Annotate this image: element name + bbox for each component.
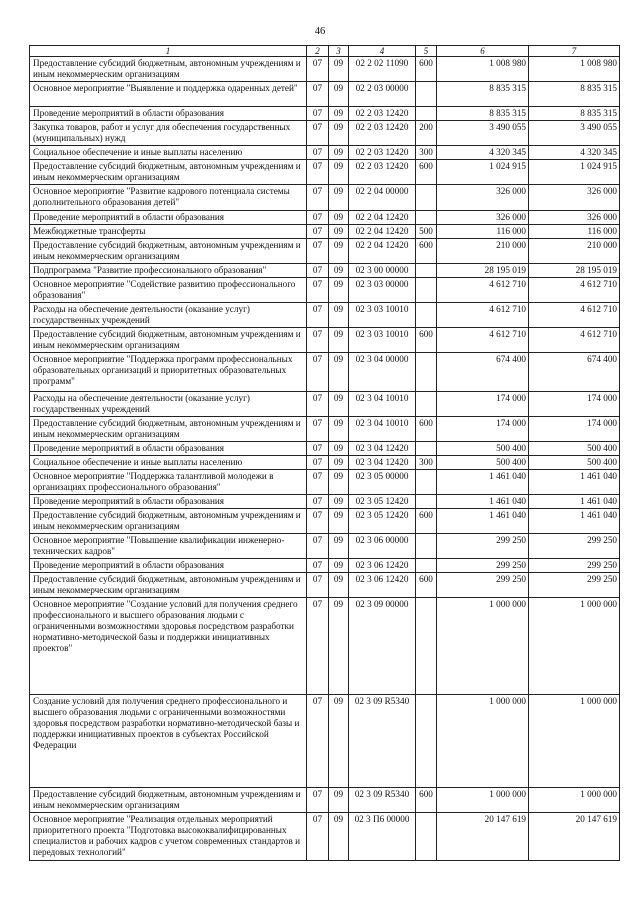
expense-type-code: 600 — [416, 160, 437, 185]
row-name: Проведение мероприятий в области образования — [30, 107, 307, 121]
row-name: Расходы на обеспечение деятельности (оказание услуг) государственных учреждений — [30, 303, 307, 328]
subsection-code: 09 — [329, 278, 349, 303]
target-article-code: 02 3 09 R5340 — [349, 788, 416, 813]
expense-type-code — [416, 353, 437, 392]
row-name: Предоставление субсидий бюджетным, автономным учреждениям и иным некоммерческим организациям — [30, 328, 307, 353]
amount-second: 674 400 — [529, 353, 620, 392]
amount-first: 500 400 — [437, 456, 529, 470]
section-code: 07 — [307, 559, 329, 573]
section-code: 07 — [307, 225, 329, 239]
section-code: 07 — [307, 598, 329, 695]
amount-second: 28 195 019 — [529, 264, 620, 278]
expense-type-code — [416, 559, 437, 573]
subsection-code: 09 — [329, 559, 349, 573]
amount-first: 674 400 — [437, 353, 529, 392]
section-code: 07 — [307, 495, 329, 509]
target-article-code: 02 3 05 00000 — [349, 470, 416, 495]
table-row — [30, 456, 620, 470]
amount-second: 1 461 040 — [529, 495, 620, 509]
target-article-code: 02 3 04 10010 — [349, 392, 416, 417]
subsection-code: 09 — [329, 160, 349, 185]
amount-first: 299 250 — [437, 559, 529, 573]
table-row — [30, 470, 620, 495]
target-article-code: 02 3 04 10010 — [349, 417, 416, 442]
table-row — [30, 82, 620, 107]
subsection-code: 09 — [329, 417, 349, 442]
expense-type-code — [416, 107, 437, 121]
section-code: 07 — [307, 278, 329, 303]
table-row — [30, 813, 620, 861]
subsection-code: 09 — [329, 185, 349, 211]
row-name: Проведение мероприятий в области образования — [30, 495, 307, 509]
column-number: 2 — [307, 46, 329, 57]
subsection-code: 09 — [329, 82, 349, 107]
expense-type-code: 600 — [416, 788, 437, 813]
amount-second: 1 461 040 — [529, 509, 620, 534]
target-article-code: 02 3 05 12420 — [349, 495, 416, 509]
subsection-code: 09 — [329, 470, 349, 495]
section-code: 07 — [307, 146, 329, 160]
subsection-code: 09 — [329, 328, 349, 353]
table-row — [30, 146, 620, 160]
section-code: 07 — [307, 328, 329, 353]
table-row — [30, 278, 620, 303]
amount-first: 4 320 345 — [437, 146, 529, 160]
section-code: 07 — [307, 121, 329, 146]
table-row — [30, 225, 620, 239]
subsection-code: 09 — [329, 695, 349, 788]
amount-first: 1 461 040 — [437, 509, 529, 534]
target-article-code: 02 2 03 00000 — [349, 82, 416, 107]
subsection-code: 09 — [329, 239, 349, 264]
section-code: 07 — [307, 239, 329, 264]
column-number-row — [30, 46, 620, 57]
expense-type-code: 600 — [416, 417, 437, 442]
expense-type-code — [416, 695, 437, 788]
row-name: Расходы на обеспечение деятельности (оказание услуг) государственных учреждений — [30, 392, 307, 417]
section-code: 07 — [307, 264, 329, 278]
expense-type-code: 500 — [416, 225, 437, 239]
table-row — [30, 328, 620, 353]
amount-first: 1 461 040 — [437, 495, 529, 509]
row-name: Предоставление субсидий бюджетным, автономным учреждениям и иным некоммерческим организациям — [30, 509, 307, 534]
amount-first: 326 000 — [437, 185, 529, 211]
target-article-code: 02 2 04 12420 — [349, 239, 416, 264]
section-code: 07 — [307, 417, 329, 442]
row-name: Основное мероприятие "Развитие кадрового потенциала системы дополнительного образования детей" — [30, 185, 307, 211]
subsection-code: 09 — [329, 303, 349, 328]
amount-second: 8 835 315 — [529, 107, 620, 121]
row-name: Основное мероприятие "Поддержка программ профессиональных образовательных организаций и приоритетных образовательных программ" — [30, 353, 307, 392]
target-article-code: 02 2 03 12420 — [349, 146, 416, 160]
section-code: 07 — [307, 82, 329, 107]
row-name: Предоставление субсидий бюджетным, автономным учреждениям и иным некоммерческим организациям — [30, 160, 307, 185]
budget-table — [29, 45, 620, 861]
table-row — [30, 559, 620, 573]
row-name: Проведение мероприятий в области образования — [30, 442, 307, 456]
amount-first: 1 024 915 — [437, 160, 529, 185]
table-row — [30, 160, 620, 185]
table-row — [30, 185, 620, 211]
section-code: 07 — [307, 303, 329, 328]
target-article-code: 02 3 П6 00000 — [349, 813, 416, 861]
amount-first: 1 000 000 — [437, 788, 529, 813]
table-row — [30, 495, 620, 509]
subsection-code: 09 — [329, 264, 349, 278]
table-row — [30, 121, 620, 146]
row-name: Закупка товаров, работ и услуг для обеспечения государственных (муниципальных) нужд — [30, 121, 307, 146]
subsection-code: 09 — [329, 573, 349, 598]
amount-second: 1 461 040 — [529, 470, 620, 495]
amount-first: 174 000 — [437, 417, 529, 442]
target-article-code: 02 3 05 12420 — [349, 509, 416, 534]
row-name: Основное мероприятие "Поддержка талантливой молодежи в организациях профессионального образования" — [30, 470, 307, 495]
target-article-code: 02 3 06 12420 — [349, 573, 416, 598]
row-name: Проведение мероприятий в области образования — [30, 211, 307, 225]
target-article-code: 02 2 03 12420 — [349, 160, 416, 185]
section-code: 07 — [307, 456, 329, 470]
amount-second: 326 000 — [529, 211, 620, 225]
subsection-code: 09 — [329, 392, 349, 417]
row-name: Основное мероприятие "Создание условий для получения среднего профессионального и высшего образования людьми с ограниченными возможностями здоровья посредством разработки нормативно-методической базы и поддержки инициативных проектов" — [30, 598, 307, 695]
table-row — [30, 353, 620, 392]
table-row — [30, 788, 620, 813]
section-code: 07 — [307, 442, 329, 456]
target-article-code: 02 3 06 12420 — [349, 559, 416, 573]
target-article-code: 02 3 00 00000 — [349, 264, 416, 278]
subsection-code: 09 — [329, 598, 349, 695]
table-row — [30, 695, 620, 788]
row-name: Основное мероприятие "Повышение квалификации инженерно-технических кадров" — [30, 534, 307, 559]
expense-type-code: 600 — [416, 573, 437, 598]
amount-first: 210 000 — [437, 239, 529, 264]
target-article-code: 02 3 04 00000 — [349, 353, 416, 392]
amount-second: 4 320 345 — [529, 146, 620, 160]
table-row — [30, 107, 620, 121]
expense-type-code — [416, 185, 437, 211]
subsection-code: 09 — [329, 107, 349, 121]
row-name: Проведение мероприятий в области образования — [30, 559, 307, 573]
expense-type-code: 600 — [416, 328, 437, 353]
amount-second: 3 490 055 — [529, 121, 620, 146]
amount-first: 4 612 710 — [437, 278, 529, 303]
table-row — [30, 392, 620, 417]
subsection-code: 09 — [329, 509, 349, 534]
expense-type-code — [416, 495, 437, 509]
amount-second: 4 612 710 — [529, 303, 620, 328]
table-row — [30, 509, 620, 534]
amount-second: 1 008 980 — [529, 57, 620, 82]
amount-second: 500 400 — [529, 456, 620, 470]
amount-second: 8 835 315 — [529, 82, 620, 107]
target-article-code: 02 3 04 12420 — [349, 442, 416, 456]
table-row — [30, 417, 620, 442]
amount-second: 299 250 — [529, 534, 620, 559]
target-article-code: 02 2 04 12420 — [349, 225, 416, 239]
subsection-code: 09 — [329, 534, 349, 559]
expense-type-code: 600 — [416, 509, 437, 534]
column-number: 7 — [529, 46, 620, 57]
expense-type-code — [416, 264, 437, 278]
row-name: Основное мероприятие "Реализация отдельных мероприятий приоритетного проекта "Подготовка высококвалифицированных специалистов и рабочих кадров с учетом современных стандартов и передовых технологий" — [30, 813, 307, 861]
section-code: 07 — [307, 160, 329, 185]
subsection-code: 09 — [329, 225, 349, 239]
row-name: Межбюджетные трансферты — [30, 225, 307, 239]
row-name: Предоставление субсидий бюджетным, автономным учреждениям и иным некоммерческим организациям — [30, 417, 307, 442]
row-name: Предоставление субсидий бюджетным, автономным учреждениям и иным некоммерческим организациям — [30, 788, 307, 813]
section-code: 07 — [307, 185, 329, 211]
row-name: Предоставление субсидий бюджетным, автономным учреждениям и иным некоммерческим организациям — [30, 57, 307, 82]
column-number: 5 — [416, 46, 437, 57]
row-name: Подпрограмма "Развитие профессионального образования" — [30, 264, 307, 278]
section-code: 07 — [307, 353, 329, 392]
target-article-code: 02 3 09 R5340 — [349, 695, 416, 788]
subsection-code: 09 — [329, 121, 349, 146]
amount-second: 1 024 915 — [529, 160, 620, 185]
target-article-code: 02 2 03 12420 — [349, 121, 416, 146]
table-row — [30, 57, 620, 82]
amount-first: 116 000 — [437, 225, 529, 239]
section-code: 07 — [307, 107, 329, 121]
expense-type-code — [416, 813, 437, 861]
amount-first: 20 147 619 — [437, 813, 529, 861]
amount-first: 28 195 019 — [437, 264, 529, 278]
column-number: 3 — [329, 46, 349, 57]
amount-second: 1 000 000 — [529, 598, 620, 695]
subsection-code: 09 — [329, 456, 349, 470]
amount-first: 8 835 315 — [437, 107, 529, 121]
target-article-code: 02 3 06 00000 — [349, 534, 416, 559]
amount-first: 1 008 980 — [437, 57, 529, 82]
amount-second: 4 612 710 — [529, 278, 620, 303]
subsection-code: 09 — [329, 146, 349, 160]
amount-second: 174 000 — [529, 417, 620, 442]
table-row — [30, 211, 620, 225]
section-code: 07 — [307, 813, 329, 861]
amount-first: 299 250 — [437, 534, 529, 559]
amount-first: 3 490 055 — [437, 121, 529, 146]
amount-second: 1 000 000 — [529, 788, 620, 813]
subsection-code: 09 — [329, 442, 349, 456]
amount-first: 299 250 — [437, 573, 529, 598]
expense-type-code — [416, 303, 437, 328]
expense-type-code: 300 — [416, 456, 437, 470]
section-code: 07 — [307, 573, 329, 598]
table-row — [30, 239, 620, 264]
amount-first: 500 400 — [437, 442, 529, 456]
expense-type-code — [416, 211, 437, 225]
target-article-code: 02 3 04 12420 — [349, 456, 416, 470]
amount-second: 174 000 — [529, 392, 620, 417]
table-row — [30, 534, 620, 559]
amount-second: 299 250 — [529, 559, 620, 573]
target-article-code: 02 3 03 00000 — [349, 278, 416, 303]
expense-type-code — [416, 392, 437, 417]
page-number: 46 — [314, 26, 326, 37]
subsection-code: 09 — [329, 788, 349, 813]
expense-type-code — [416, 534, 437, 559]
row-name: Основное мероприятие "Выявление и поддержка одаренных детей" — [30, 82, 307, 107]
row-name: Основное мероприятие "Содействие развитию профессионального образования" — [30, 278, 307, 303]
section-code: 07 — [307, 695, 329, 788]
section-code: 07 — [307, 211, 329, 225]
subsection-code: 09 — [329, 57, 349, 82]
amount-second: 500 400 — [529, 442, 620, 456]
amount-first: 326 000 — [437, 211, 529, 225]
amount-first: 1 000 000 — [437, 695, 529, 788]
target-article-code: 02 2 02 11090 — [349, 57, 416, 82]
row-name: Создание условий для получения среднего профессионального и высшего образования людьми с ограниченными возможностями здоровья посредством разработки нормативно-методической базы и поддержки инициативных проектов в субъектах Российской Федерации — [30, 695, 307, 788]
subsection-code: 09 — [329, 353, 349, 392]
column-number: 1 — [30, 46, 307, 57]
table-row — [30, 264, 620, 278]
row-name: Социальное обеспечение и иные выплаты населению — [30, 146, 307, 160]
expense-type-code: 200 — [416, 121, 437, 146]
amount-second: 4 612 710 — [529, 328, 620, 353]
section-code: 07 — [307, 509, 329, 534]
amount-second: 299 250 — [529, 573, 620, 598]
expense-type-code — [416, 598, 437, 695]
row-name: Социальное обеспечение и иные выплаты населению — [30, 456, 307, 470]
subsection-code: 09 — [329, 813, 349, 861]
target-article-code: 02 3 03 10010 — [349, 303, 416, 328]
subsection-code: 09 — [329, 211, 349, 225]
amount-first: 4 612 710 — [437, 303, 529, 328]
row-name: Предоставление субсидий бюджетным, автономным учреждениям и иным некоммерческим организациям — [30, 573, 307, 598]
amount-second: 210 000 — [529, 239, 620, 264]
target-article-code: 02 2 03 12420 — [349, 107, 416, 121]
section-code: 07 — [307, 470, 329, 495]
expense-type-code — [416, 82, 437, 107]
table-row — [30, 303, 620, 328]
amount-second: 1 000 000 — [529, 695, 620, 788]
expense-type-code — [416, 470, 437, 495]
amount-second: 326 000 — [529, 185, 620, 211]
column-number: 4 — [349, 46, 416, 57]
section-code: 07 — [307, 788, 329, 813]
subsection-code: 09 — [329, 495, 349, 509]
target-article-code: 02 2 04 00000 — [349, 185, 416, 211]
amount-first: 4 612 710 — [437, 328, 529, 353]
expense-type-code: 300 — [416, 146, 437, 160]
table-row — [30, 573, 620, 598]
section-code: 07 — [307, 392, 329, 417]
amount-second: 20 147 619 — [529, 813, 620, 861]
section-code: 07 — [307, 57, 329, 82]
expense-type-code — [416, 442, 437, 456]
amount-second: 116 000 — [529, 225, 620, 239]
amount-first: 1 461 040 — [437, 470, 529, 495]
target-article-code: 02 3 03 10010 — [349, 328, 416, 353]
target-article-code: 02 3 09 00000 — [349, 598, 416, 695]
amount-first: 8 835 315 — [437, 82, 529, 107]
row-name: Предоставление субсидий бюджетным, автономным учреждениям и иным некоммерческим организациям — [30, 239, 307, 264]
target-article-code: 02 2 04 12420 — [349, 211, 416, 225]
expense-type-code — [416, 278, 437, 303]
column-number: 6 — [437, 46, 529, 57]
section-code: 07 — [307, 534, 329, 559]
table-row — [30, 442, 620, 456]
expense-type-code: 600 — [416, 239, 437, 264]
amount-first: 174 000 — [437, 392, 529, 417]
table-row — [30, 598, 620, 695]
expense-type-code: 600 — [416, 57, 437, 82]
amount-first: 1 000 000 — [437, 598, 529, 695]
